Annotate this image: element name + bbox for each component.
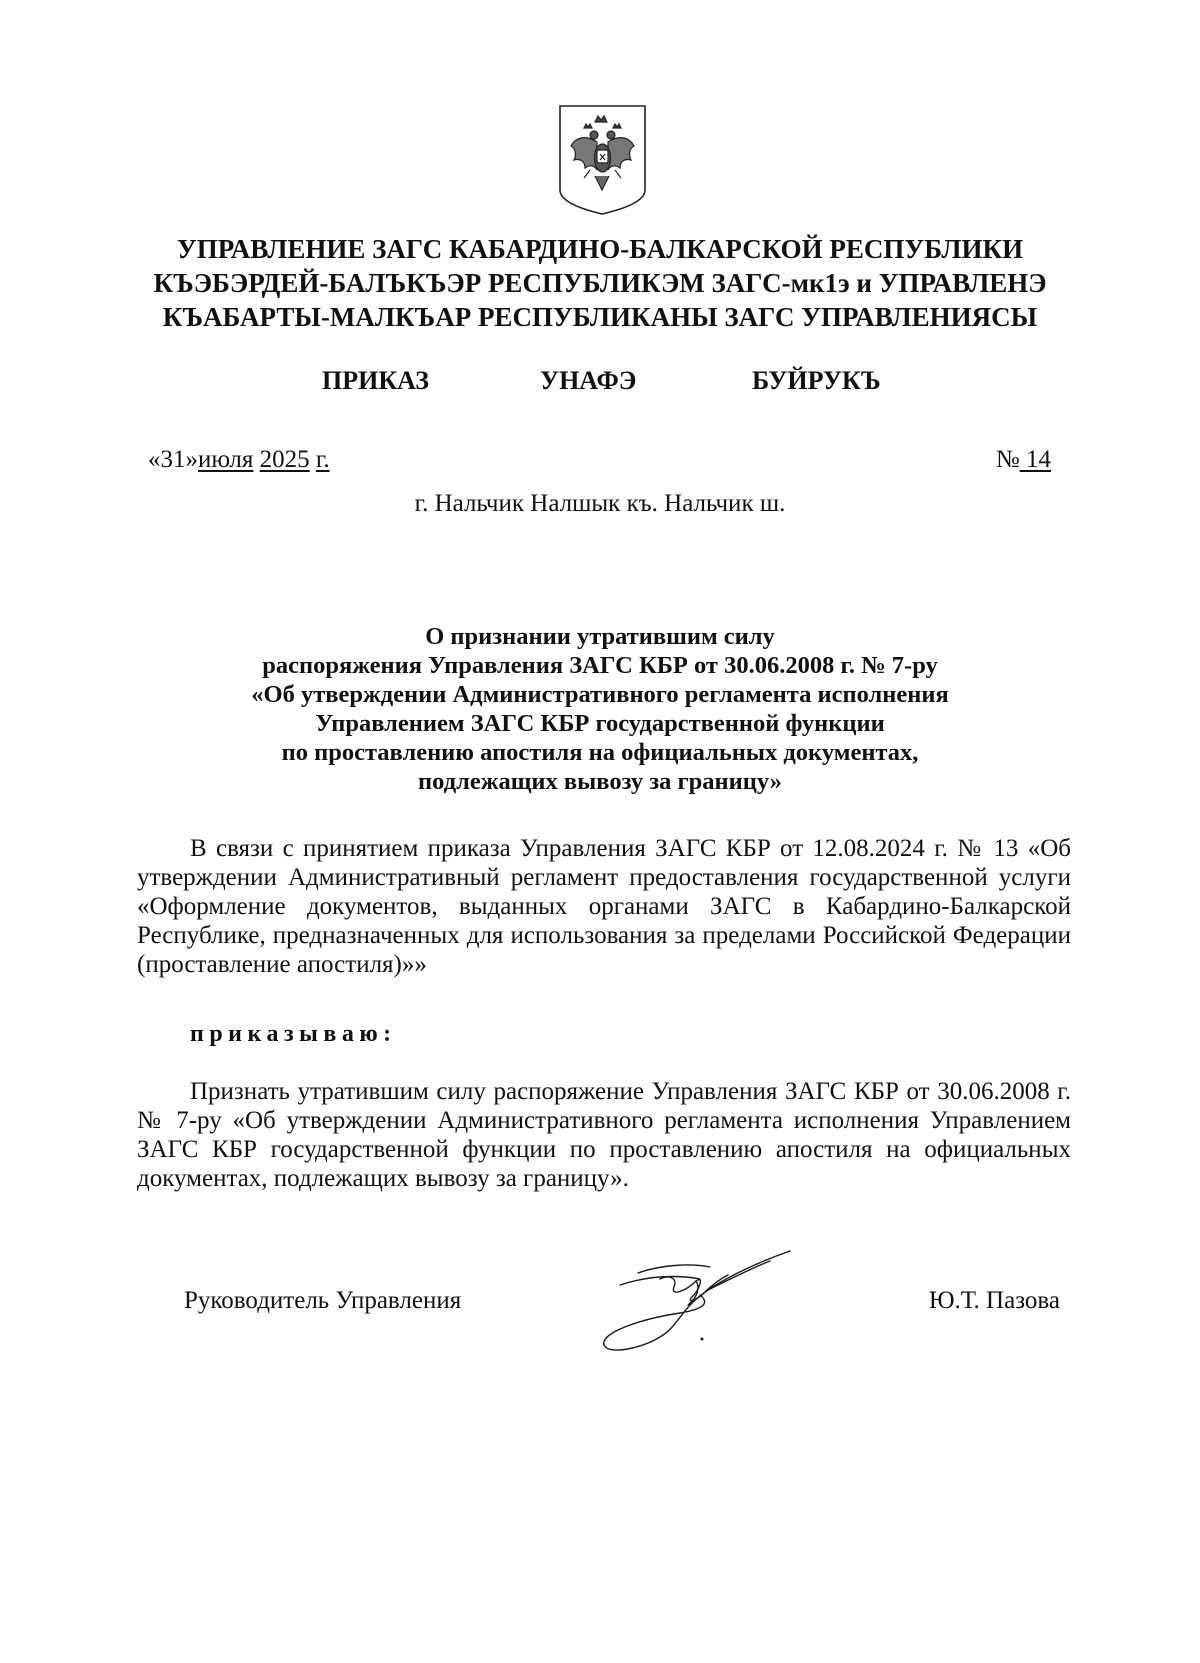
- body-text: Признать утратившим силу распоряжение Управления ЗАГС КБР от 30.06.2008 г. № 7-ру «Об утверждении Административного регламента исполнения Управлением ЗАГС КБР государственной функции по проставлению апостиля на официальных документах, подлежащих вывозу за границу».: [137, 1078, 1071, 1192]
- header-line: КЪАБАРТЫ-МАЛКЪАР РЕСПУБЛИКАНЫ ЗАГС УПРАВЛЕНИЯСЫ: [162, 302, 1038, 332]
- order-number: [996, 446, 1051, 474]
- city-line: г. Нальчик Налшык къ. Нальчик ш.: [414, 490, 786, 517]
- header-line: УПРАВЛЕНИЕ ЗАГС КАБАРДИНО-БАЛКАРСКОЙ РЕСПУБЛИКИ: [176, 234, 1024, 264]
- number-value: 14: [1026, 446, 1051, 473]
- handwritten-signature-icon: [600, 1245, 820, 1365]
- title-line: «Об утверждении Административного регламента исполнения: [251, 681, 949, 708]
- date-month: июля: [198, 446, 254, 473]
- order-word-krc: БУЙРУКЪ: [752, 366, 881, 395]
- signatory-position: Руководитель Управления: [184, 1287, 462, 1314]
- date-day: 31: [160, 446, 186, 473]
- title-line: Управлением ЗАГС КБР государственной функции: [315, 710, 885, 737]
- organization-header: [0, 232, 1200, 334]
- preamble-text: В связи с принятием приказа Управления ЗАГС КБР от 12.08.2024 г. № 13 «Об утверждении Административный регламент предоставления государственной услуги «Оформление документов, выданных органами ЗАГС в Кабардино-Балкарской Республике, предназначенных для использования за пределами Российской Федерации (проставление апостиля)»»: [137, 835, 1071, 978]
- orders-word: приказываю:: [190, 1021, 397, 1047]
- order-body-paragraph: [137, 1077, 1071, 1193]
- order-word-ru: ПРИКАЗ: [322, 366, 430, 395]
- preamble-paragraph: [137, 834, 1071, 979]
- header-line: КЪЭБЭРДЕЙ-БАЛЪКЪЭР РЕСПУБЛИКЭМ ЗАГС-мк1э и УПРАВЛЕНЭ: [153, 268, 1047, 298]
- title-line: распоряжения Управления ЗАГС КБР от 30.06.2008 г. № 7-ру: [262, 652, 938, 679]
- order-word-kbd: УНАФЭ: [540, 366, 637, 395]
- date-suffix: г.: [315, 446, 330, 473]
- title-line: О признании утратившим силу: [425, 623, 775, 650]
- title-line: подлежащих вывозу за границу»: [418, 768, 782, 795]
- date-open-quote: «: [148, 446, 161, 473]
- number-label: №: [995, 446, 1020, 473]
- date-close-quote: »: [185, 446, 198, 473]
- order-title: [0, 622, 1200, 796]
- date-year: 2025: [259, 446, 310, 473]
- signatory-name: Ю.Т. Пазова: [928, 1287, 1060, 1314]
- coat-of-arms-icon: [557, 104, 648, 216]
- title-line: по проставлению апостиля на официальных документах,: [281, 739, 919, 766]
- order-date: [148, 446, 330, 474]
